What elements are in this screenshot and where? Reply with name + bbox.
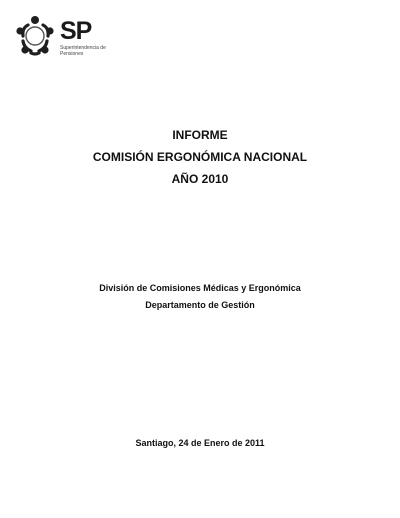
department-block: [0, 280, 400, 314]
logo-abbreviation: SP: [60, 17, 92, 45]
report-title: [0, 124, 400, 190]
institution-logo: [14, 14, 124, 64]
title-line-3: AÑO 2010: [171, 172, 229, 186]
division-name: División de Comisiones Médicas y Ergonómica: [99, 283, 301, 293]
title-line-2: COMISIÓN ERGONÓMICA NACIONAL: [92, 150, 308, 164]
logo-institution-name-line2: Pensiones: [60, 51, 84, 57]
date-line: Santiago, 24 de Enero de 2011: [135, 438, 265, 448]
department-name: Departamento de Gestión: [145, 300, 255, 310]
title-line-1: INFORME: [172, 128, 228, 142]
logo-institution-name: Superintendencia de: [60, 45, 106, 51]
people-circle-logo-icon: [14, 14, 56, 60]
